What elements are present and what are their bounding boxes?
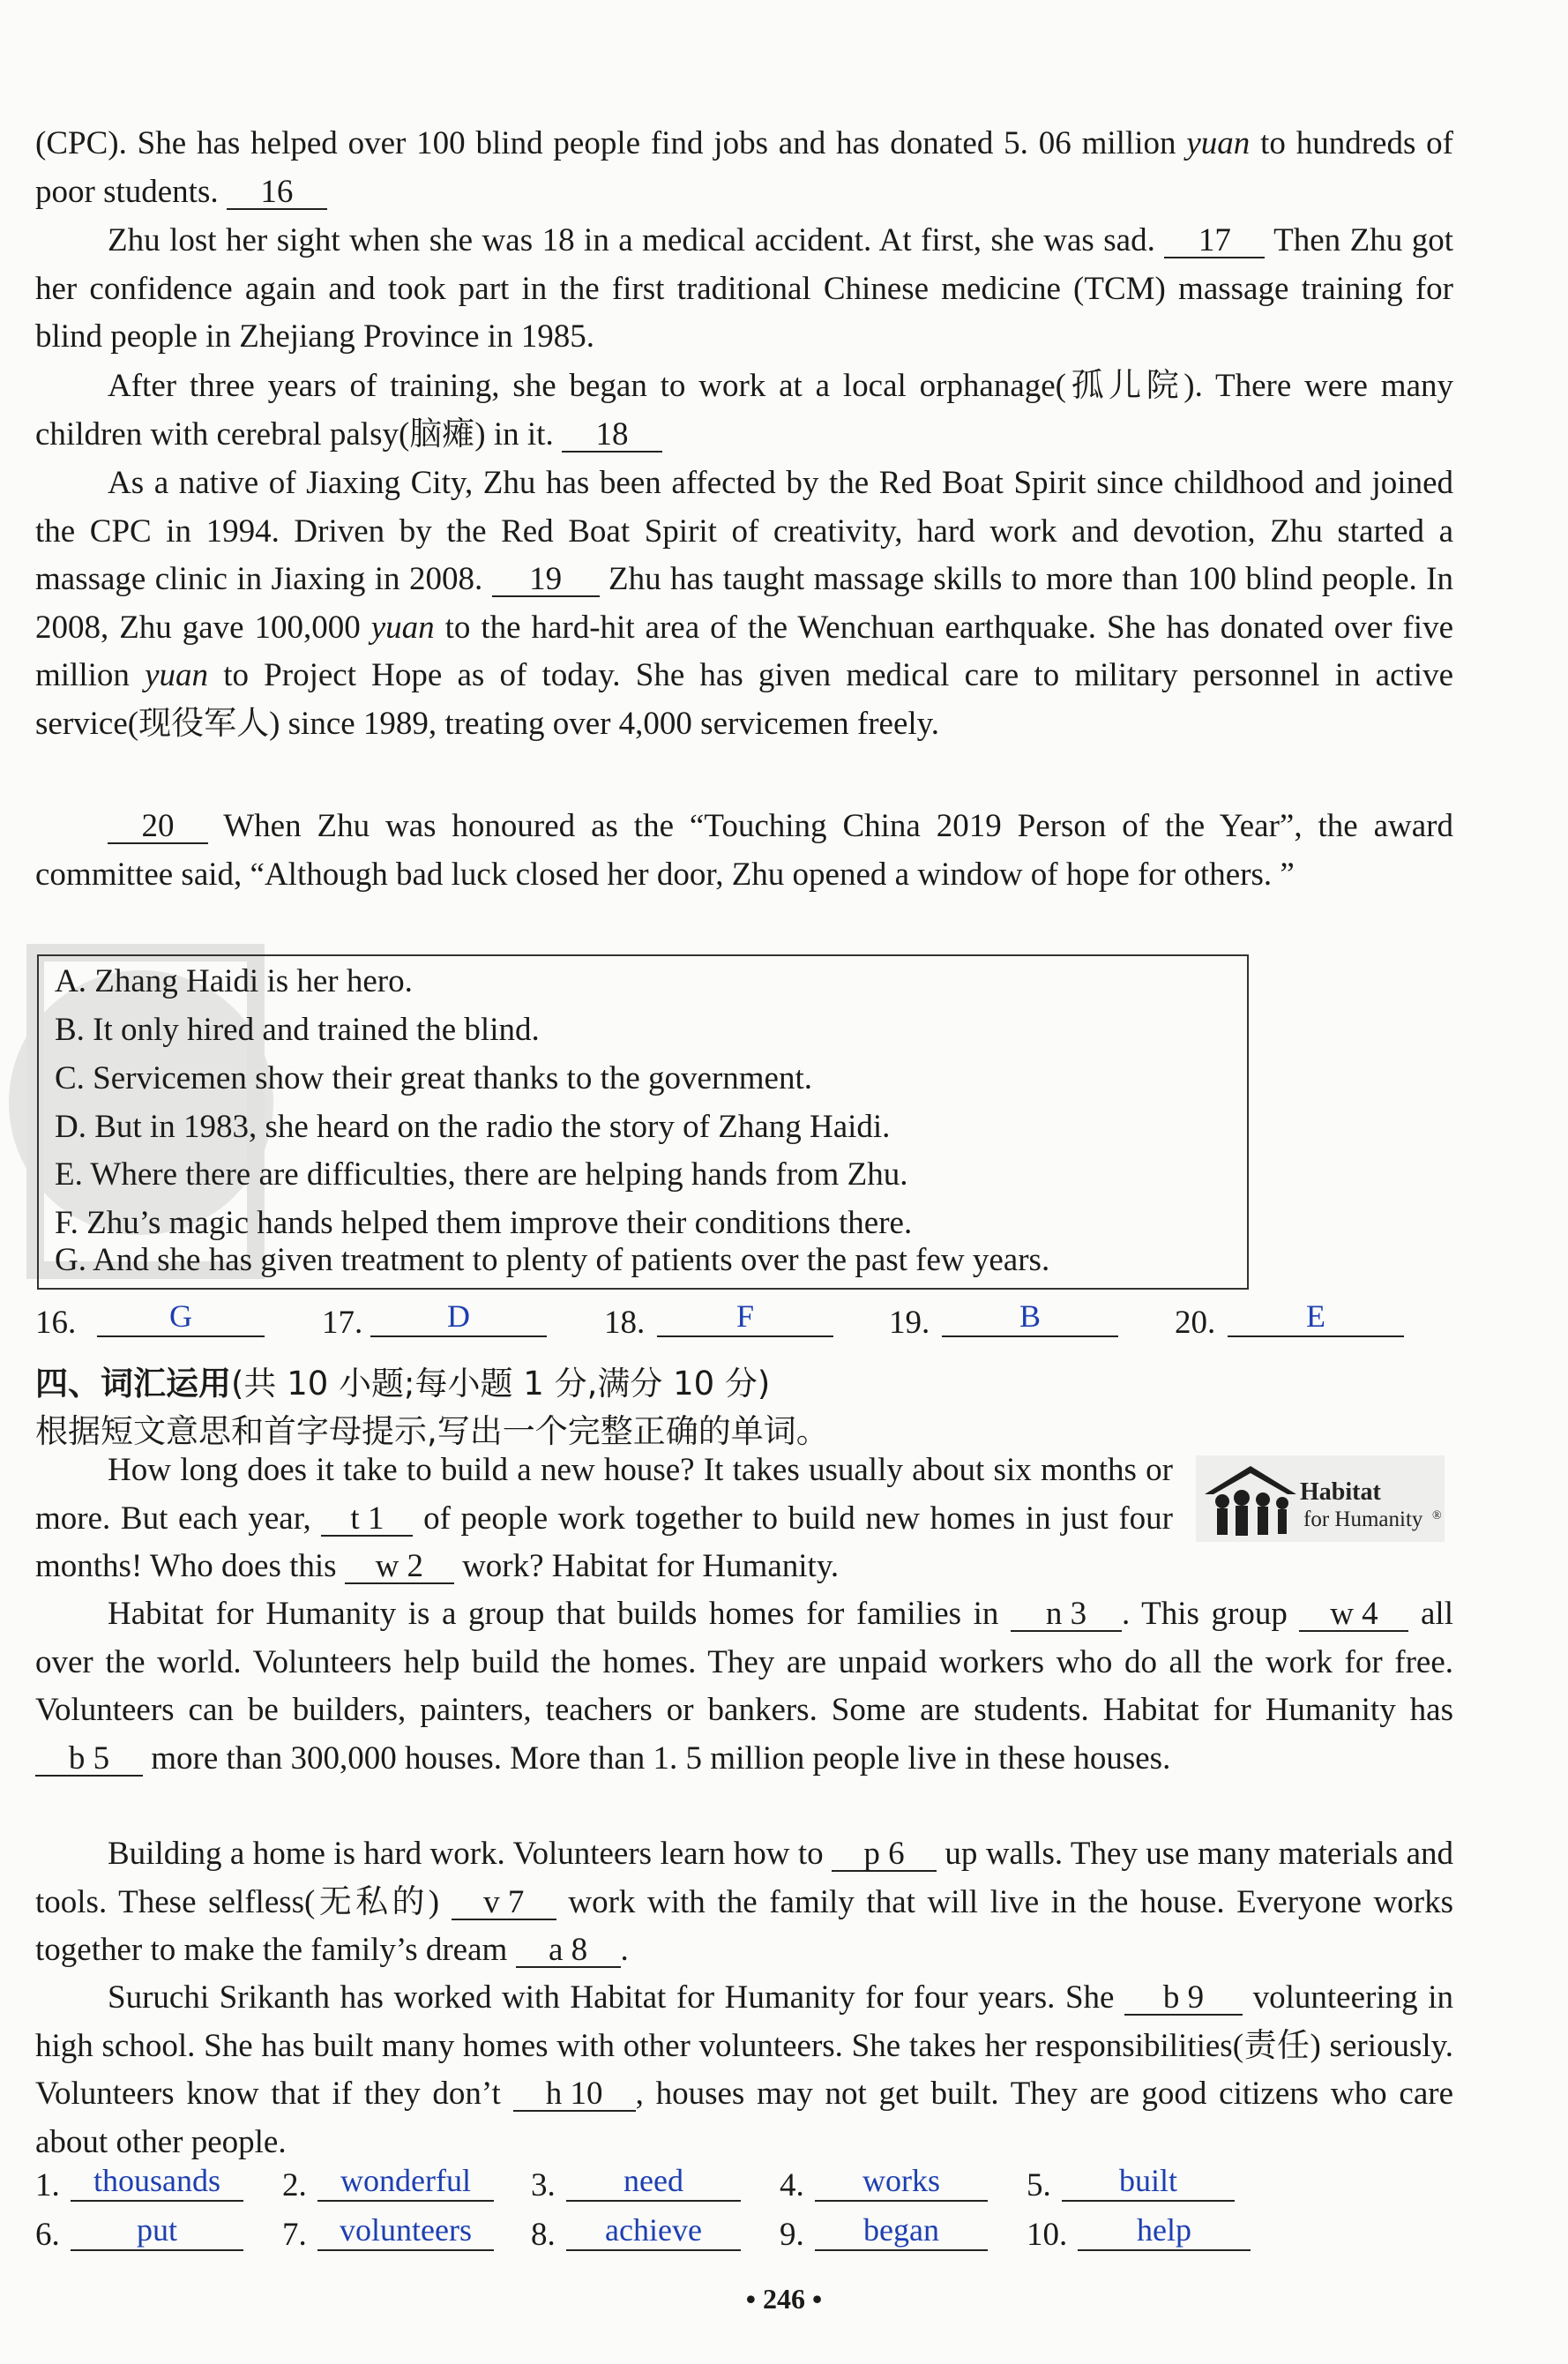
blank-5: b 5 — [35, 1742, 143, 1777]
option-d: D. But in 1983, she heard on the radio the story of Zhang Haidi. — [55, 1109, 891, 1145]
blank-20: 20 — [108, 810, 208, 844]
section-heading: 四、词汇运用(共 10 小题;每小题 1 分,满分 10 分) — [35, 1365, 771, 1403]
blank-3: n 3 — [1011, 1597, 1122, 1632]
logo-line1: Habitat — [1300, 1478, 1381, 1506]
answer-num: 8. — [531, 2217, 556, 2253]
blank-6: p 6 — [832, 1837, 937, 1872]
paragraph-b3: Building a home is hard work. Volunteers learn how to p 6 up walls. They use many materials and tools. These selfless(无私的) v 7 work with the family that will live in the house. Everyone works together to make the family’s dream a 8 . — [35, 1836, 1454, 1968]
blank-4: w 4 — [1299, 1597, 1408, 1632]
answer-num: 9. — [780, 2217, 804, 2253]
answer-value: thousands — [71, 2161, 243, 2202]
answer-num: 18. — [604, 1305, 646, 1341]
blank-17: 17 — [1164, 224, 1265, 258]
blank-8: a 8 — [516, 1934, 621, 1968]
answer-row-a — [0, 1297, 1568, 1350]
option-g: G. And she has given treatment to plenty of patients over the past few years. — [55, 1242, 1050, 1278]
paragraph-a2: Zhu lost her sight when she was 18 in a medical accident. At first, she was sad. 17 Then Zhu got her confidence again and took part in the first traditional Chinese medicine (TCM) massage training for blind people in Zhejiang Province in 1985. — [35, 222, 1453, 355]
answer-value: D — [370, 1297, 547, 1337]
blank-18: 18 — [562, 418, 662, 453]
paragraph-b2: Habitat for Humanity is a group that builds homes for families in n 3 . This group w 4 all over the world. Volunteers help build the homes. They are unpaid workers who do all the work for free. Volunteers can be builders, painters, teachers or bankers. Some are students. Habitat for Humanity has b 5 more than 300,000 houses. More than 1. 5 million people live in these houses. — [35, 1596, 1453, 1777]
answer-num: 5. — [1027, 2167, 1051, 2203]
options-box — [37, 954, 1249, 1290]
answer-value: achieve — [566, 2211, 741, 2251]
answer-value: put — [71, 2211, 243, 2251]
answer-num: 2. — [282, 2167, 307, 2203]
answer-value: G — [97, 1297, 265, 1337]
answer-num: 6. — [35, 2217, 60, 2253]
blank-1: t 1 — [321, 1502, 413, 1537]
answer-rows-b — [0, 2161, 1568, 2267]
option-c: C. Servicemen show their great thanks to the government. — [55, 1060, 813, 1096]
option-f: F. Zhu’s magic hands helped them improve their conditions there. — [55, 1205, 913, 1241]
answer-num: 17. — [322, 1305, 363, 1341]
blank-10: h 10 — [513, 2077, 636, 2112]
option-a: A. Zhang Haidi is her hero. — [55, 963, 413, 999]
answer-value: need — [566, 2161, 741, 2202]
answer-num: 7. — [282, 2217, 307, 2253]
answer-num: 19. — [889, 1305, 930, 1341]
blank-7: v 7 — [452, 1886, 556, 1920]
section-instruction: 根据短文意思和首字母提示,写出一个完整正确的单词。 — [35, 1412, 829, 1450]
answer-value: built — [1062, 2161, 1235, 2202]
answer-value: wonderful — [317, 2161, 494, 2202]
logo-line2: for Humanity — [1303, 1507, 1423, 1531]
paragraph-a5: 20 When Zhu was honoured as the “Touching China 2019 Person of the Year”, the award committee said, “Although bad luck closed her door, Zhu opened a window of hope for others. ” — [35, 808, 1453, 893]
blank-2: w 2 — [345, 1550, 454, 1584]
answer-value: works — [815, 2161, 988, 2202]
answer-value: E — [1228, 1297, 1404, 1337]
paragraph-a4: As a native of Jiaxing City, Zhu has been affected by the Red Boat Spirit since childhood and joined the CPC in 1994. Driven by the Red Boat Spirit of creativity, hard work and devotion, Zhu started a massage clinic in Jiaxing in 2008. 19 Zhu has taught massage skills to more than 100 blind people. In 2008, Zhu gave 100,000 yuan to the hard-hit area of the Wenchuan earthquake. She has donated over five million yuan to Project Hope as of today. She has given medical care to military personnel in active service(现役军人) since 1989, treating over 4,000 servicemen freely. — [35, 465, 1453, 742]
answer-value: began — [815, 2211, 988, 2251]
option-b: B. It only hired and trained the blind. — [55, 1012, 540, 1048]
answer-num: 20. — [1175, 1305, 1216, 1341]
logo-mark: ® — [1432, 1509, 1442, 1522]
answer-value: help — [1078, 2211, 1251, 2251]
answer-value: F — [657, 1297, 833, 1337]
answer-value: volunteers — [317, 2211, 494, 2251]
habitat-logo — [1196, 1455, 1445, 1542]
paragraph-a1: (CPC). She has helped over 100 blind people find jobs and has donated 5. 06 million yuan to hundreds of poor students. 16 — [35, 125, 1454, 210]
paragraph-b1: How long does it take to build a new house? It takes usually about six months or more. But each year, t 1 of people work together to build new homes in just four months! Who does this w 2 work? Habitat for Humanity. — [35, 1452, 1173, 1584]
answer-value: B — [942, 1297, 1118, 1337]
answer-num: 3. — [531, 2167, 556, 2203]
answer-num: 1. — [35, 2167, 60, 2203]
answer-num: 16. — [35, 1305, 77, 1341]
paragraph-b4: Suruchi Srikanth has worked with Habitat for Humanity for four years. She b 9 volunteering in high school. She has built many homes with other volunteers. She takes her responsibilities(责任) seriously. Volunteers know that if they don’t h 10 , houses may not get built. They are good citizens who care about other people. — [35, 1979, 1453, 2160]
answer-num: 4. — [780, 2167, 804, 2203]
blank-16: 16 — [227, 176, 327, 210]
paragraph-a3: After three years of training, she began to work at a local orphanage(孤儿院). There were many children with cerebral palsy(脑瘫) in it. 18 — [35, 368, 1453, 453]
option-e: E. Where there are difficulties, there are helping hands from Zhu. — [55, 1156, 908, 1193]
page-number: • 246 • — [745, 2283, 823, 2315]
blank-9: b 9 — [1124, 1981, 1243, 2016]
blank-19: 19 — [492, 563, 600, 597]
answer-num: 10. — [1027, 2217, 1068, 2253]
